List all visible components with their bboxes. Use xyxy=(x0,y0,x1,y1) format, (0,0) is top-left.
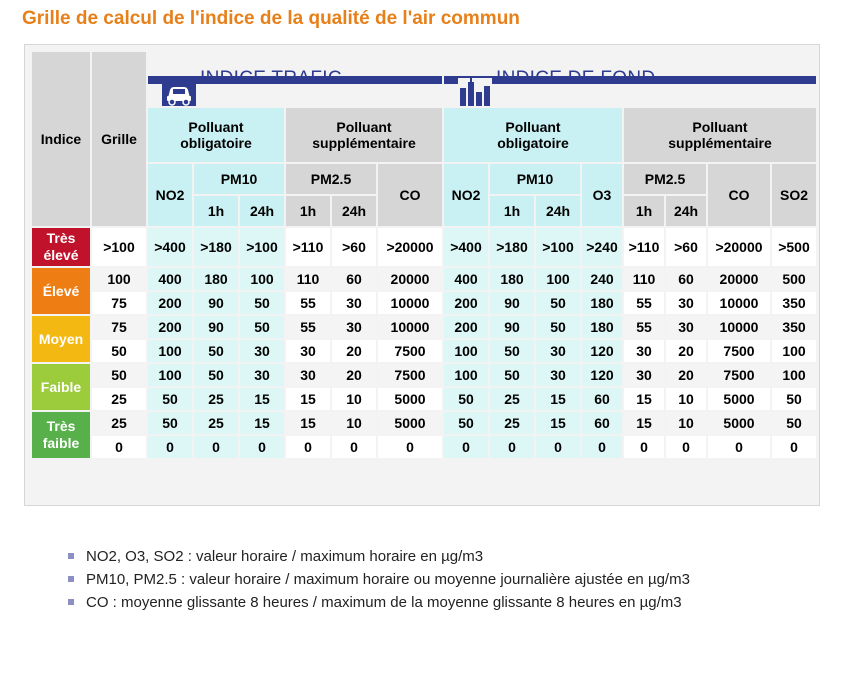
trafic-value-cell: 180 xyxy=(194,268,238,290)
header-trafic-pm25-24h: 24h xyxy=(332,196,376,226)
fond-value-cell: 5000 xyxy=(708,412,770,434)
header-fond-pm25-24h: 24h xyxy=(666,196,706,226)
header-fond-o3: O3 xyxy=(582,164,622,226)
grille-cell: 0 xyxy=(92,436,146,458)
fond-value-cell: 50 xyxy=(536,316,580,338)
table-row xyxy=(32,292,816,314)
fond-value-cell: 25 xyxy=(490,388,534,410)
fond-value-cell: 55 xyxy=(624,316,664,338)
header-trafic-pm25: PM2.5 xyxy=(286,164,376,194)
grille-cell: 75 xyxy=(92,316,146,338)
fond-value-cell: 100 xyxy=(772,340,816,362)
level-cell: Très élevé xyxy=(32,228,90,266)
fond-value-cell: 15 xyxy=(624,412,664,434)
trafic-value-cell: 20 xyxy=(332,364,376,386)
trafic-value-cell: 7500 xyxy=(378,340,442,362)
fond-value-cell: >240 xyxy=(582,228,622,266)
trafic-value-cell: 50 xyxy=(240,292,284,314)
header-trafic-co: CO xyxy=(378,164,442,226)
table-row xyxy=(32,340,816,362)
header-fond-pm10-1h: 1h xyxy=(490,196,534,226)
header-fond-pm10-24h: 24h xyxy=(536,196,580,226)
fond-value-cell: 240 xyxy=(582,268,622,290)
header-indice: Indice xyxy=(32,52,90,226)
trafic-value-cell: >110 xyxy=(286,228,330,266)
trafic-value-cell: 100 xyxy=(148,340,192,362)
trafic-value-cell: 110 xyxy=(286,268,330,290)
header-trafic-pm10-24h: 24h xyxy=(240,196,284,226)
fond-value-cell: 350 xyxy=(772,292,816,314)
fond-value-cell: 0 xyxy=(444,436,488,458)
trafic-value-cell: 60 xyxy=(332,268,376,290)
header-fond-obligatoire: Polluant obligatoire xyxy=(444,108,622,162)
trafic-value-cell: 90 xyxy=(194,316,238,338)
header-fond-pm10: PM10 xyxy=(490,164,580,194)
fond-value-cell: 20000 xyxy=(708,268,770,290)
header-trafic-pm10: PM10 xyxy=(194,164,284,194)
header-fond-so2: SO2 xyxy=(772,164,816,226)
header-trafic-no2: NO2 xyxy=(148,164,192,226)
trafic-value-cell: 7500 xyxy=(378,364,442,386)
fond-value-cell: 10 xyxy=(666,388,706,410)
table-row xyxy=(32,436,816,458)
note-item: CO : moyenne glissante 8 heures / maximum de la moyenne glissante 8 heures en µg/m3 xyxy=(66,592,786,613)
fond-value-cell: 15 xyxy=(536,412,580,434)
grille-cell: 50 xyxy=(92,340,146,362)
trafic-value-cell: 15 xyxy=(286,412,330,434)
header-grille: Grille xyxy=(92,52,146,226)
fond-value-cell: 50 xyxy=(444,412,488,434)
trafic-value-cell: 30 xyxy=(240,340,284,362)
trafic-value-cell: >100 xyxy=(240,228,284,266)
fond-value-cell: 50 xyxy=(444,388,488,410)
fond-value-cell: 30 xyxy=(536,340,580,362)
trafic-value-cell: 30 xyxy=(332,316,376,338)
header-fond-co: CO xyxy=(708,164,770,226)
trafic-value-cell: 15 xyxy=(240,412,284,434)
trafic-value-cell: 20000 xyxy=(378,268,442,290)
fond-value-cell: 0 xyxy=(624,436,664,458)
fond-value-cell: 60 xyxy=(582,412,622,434)
fond-value-cell: 30 xyxy=(624,364,664,386)
header-trafic-supplementaire: Polluant supplémentaire xyxy=(286,108,442,162)
grille-cell: 50 xyxy=(92,364,146,386)
fond-value-cell: 350 xyxy=(772,316,816,338)
fond-value-cell: 50 xyxy=(490,340,534,362)
table-row xyxy=(32,412,816,434)
level-cell: Faible xyxy=(32,364,90,410)
trafic-value-cell: 50 xyxy=(194,340,238,362)
grille-cell: 100 xyxy=(92,268,146,290)
trafic-value-cell: 10000 xyxy=(378,316,442,338)
trafic-value-cell: >60 xyxy=(332,228,376,266)
trafic-value-cell: 5000 xyxy=(378,388,442,410)
note-item: NO2, O3, SO2 : valeur horaire / maximum horaire en µg/m3 xyxy=(66,546,786,567)
fond-value-cell: 50 xyxy=(772,388,816,410)
fond-value-cell: 7500 xyxy=(708,364,770,386)
table-row xyxy=(32,228,816,266)
air-quality-grid xyxy=(30,50,818,460)
table-row xyxy=(32,388,816,410)
trafic-value-cell: 20 xyxy=(332,340,376,362)
trafic-value-cell: 50 xyxy=(148,412,192,434)
fond-value-cell: 30 xyxy=(624,340,664,362)
fond-value-cell: 120 xyxy=(582,340,622,362)
grille-cell: 25 xyxy=(92,412,146,434)
trafic-value-cell: 25 xyxy=(194,412,238,434)
trafic-value-cell: 50 xyxy=(148,388,192,410)
fond-value-cell: 60 xyxy=(666,268,706,290)
header-trafic-pm25-1h: 1h xyxy=(286,196,330,226)
fond-value-cell: >400 xyxy=(444,228,488,266)
banner-fond xyxy=(444,52,816,106)
fond-value-cell: 180 xyxy=(490,268,534,290)
trafic-value-cell: 15 xyxy=(240,388,284,410)
grille-cell: 75 xyxy=(92,292,146,314)
trafic-value-cell: 30 xyxy=(286,340,330,362)
trafic-value-cell: 50 xyxy=(194,364,238,386)
fond-value-cell: >110 xyxy=(624,228,664,266)
trafic-value-cell: 15 xyxy=(286,388,330,410)
header-fond-supplementaire: Polluant supplémentaire xyxy=(624,108,816,162)
fond-value-cell: 15 xyxy=(536,388,580,410)
fond-value-cell: 55 xyxy=(624,292,664,314)
trafic-value-cell: >20000 xyxy=(378,228,442,266)
fond-value-cell: 15 xyxy=(624,388,664,410)
fond-value-cell: 100 xyxy=(536,268,580,290)
table-row xyxy=(32,364,816,386)
fond-value-cell: >20000 xyxy=(708,228,770,266)
fond-value-cell: 10 xyxy=(666,412,706,434)
fond-value-cell: 0 xyxy=(582,436,622,458)
level-cell: Très faible xyxy=(32,412,90,458)
fond-value-cell: 30 xyxy=(666,316,706,338)
trafic-value-cell: 0 xyxy=(378,436,442,458)
table-row xyxy=(32,268,816,290)
trafic-value-cell: 50 xyxy=(240,316,284,338)
trafic-value-cell: 10 xyxy=(332,412,376,434)
fond-value-cell: 120 xyxy=(582,364,622,386)
fond-value-cell: 5000 xyxy=(708,388,770,410)
fond-value-cell: 25 xyxy=(490,412,534,434)
fond-value-cell: 0 xyxy=(772,436,816,458)
trafic-value-cell: 0 xyxy=(286,436,330,458)
fond-value-cell: 100 xyxy=(772,364,816,386)
trafic-value-cell: 0 xyxy=(240,436,284,458)
trafic-value-cell: 0 xyxy=(148,436,192,458)
fond-value-cell: 500 xyxy=(772,268,816,290)
fond-value-cell: 400 xyxy=(444,268,488,290)
trafic-value-cell: 30 xyxy=(332,292,376,314)
notes-list xyxy=(66,546,786,615)
fond-value-cell: 0 xyxy=(490,436,534,458)
city-icon xyxy=(458,78,492,106)
trafic-value-cell: 25 xyxy=(194,388,238,410)
trafic-value-cell: >400 xyxy=(148,228,192,266)
fond-value-cell: 30 xyxy=(536,364,580,386)
fond-value-cell: 0 xyxy=(536,436,580,458)
fond-value-cell: 0 xyxy=(708,436,770,458)
fond-value-cell: 60 xyxy=(582,388,622,410)
fond-value-cell: 20 xyxy=(666,364,706,386)
fond-value-cell: 90 xyxy=(490,316,534,338)
trafic-value-cell: 90 xyxy=(194,292,238,314)
trafic-value-cell: 200 xyxy=(148,292,192,314)
fond-value-cell: 50 xyxy=(536,292,580,314)
fond-value-cell: >180 xyxy=(490,228,534,266)
fond-value-cell: >500 xyxy=(772,228,816,266)
trafic-value-cell: 30 xyxy=(240,364,284,386)
car-icon xyxy=(162,78,196,106)
grille-cell: 25 xyxy=(92,388,146,410)
fond-value-cell: 20 xyxy=(666,340,706,362)
header-trafic-obligatoire: Polluant obligatoire xyxy=(148,108,284,162)
fond-value-cell: 200 xyxy=(444,292,488,314)
trafic-value-cell: 55 xyxy=(286,316,330,338)
fond-value-cell: 10000 xyxy=(708,292,770,314)
table-row xyxy=(32,316,816,338)
fond-value-cell: 30 xyxy=(666,292,706,314)
level-cell: Moyen xyxy=(32,316,90,362)
fond-value-cell: 7500 xyxy=(708,340,770,362)
fond-value-cell: 200 xyxy=(444,316,488,338)
fond-value-cell: 100 xyxy=(444,364,488,386)
header-fond-no2: NO2 xyxy=(444,164,488,226)
grille-cell: >100 xyxy=(92,228,146,266)
fond-value-cell: >100 xyxy=(536,228,580,266)
trafic-value-cell: 100 xyxy=(240,268,284,290)
header-fond-pm25-1h: 1h xyxy=(624,196,664,226)
trafic-value-cell: 55 xyxy=(286,292,330,314)
trafic-value-cell: 400 xyxy=(148,268,192,290)
trafic-value-cell: 10 xyxy=(332,388,376,410)
trafic-value-cell: 5000 xyxy=(378,412,442,434)
note-item: PM10, PM2.5 : valeur horaire / maximum horaire ou moyenne journalière ajustée en µg/m3 xyxy=(66,569,786,590)
fond-value-cell: >60 xyxy=(666,228,706,266)
header-trafic-pm10-1h: 1h xyxy=(194,196,238,226)
fond-value-cell: 180 xyxy=(582,292,622,314)
header-fond-pm25: PM2.5 xyxy=(624,164,706,194)
trafic-value-cell: 10000 xyxy=(378,292,442,314)
trafic-value-cell: 0 xyxy=(332,436,376,458)
fond-value-cell: 110 xyxy=(624,268,664,290)
fond-value-cell: 50 xyxy=(490,364,534,386)
fond-value-cell: 100 xyxy=(444,340,488,362)
trafic-value-cell: 100 xyxy=(148,364,192,386)
fond-value-cell: 180 xyxy=(582,316,622,338)
trafic-value-cell: 0 xyxy=(194,436,238,458)
level-cell: Élevé xyxy=(32,268,90,314)
page-title: Grille de calcul de l'indice de la qualité de l'air commun xyxy=(22,8,520,29)
banner-trafic xyxy=(148,52,442,106)
fond-value-cell: 0 xyxy=(666,436,706,458)
fond-value-cell: 10000 xyxy=(708,316,770,338)
trafic-value-cell: >180 xyxy=(194,228,238,266)
fond-value-cell: 50 xyxy=(772,412,816,434)
trafic-value-cell: 200 xyxy=(148,316,192,338)
fond-value-cell: 90 xyxy=(490,292,534,314)
trafic-value-cell: 30 xyxy=(286,364,330,386)
